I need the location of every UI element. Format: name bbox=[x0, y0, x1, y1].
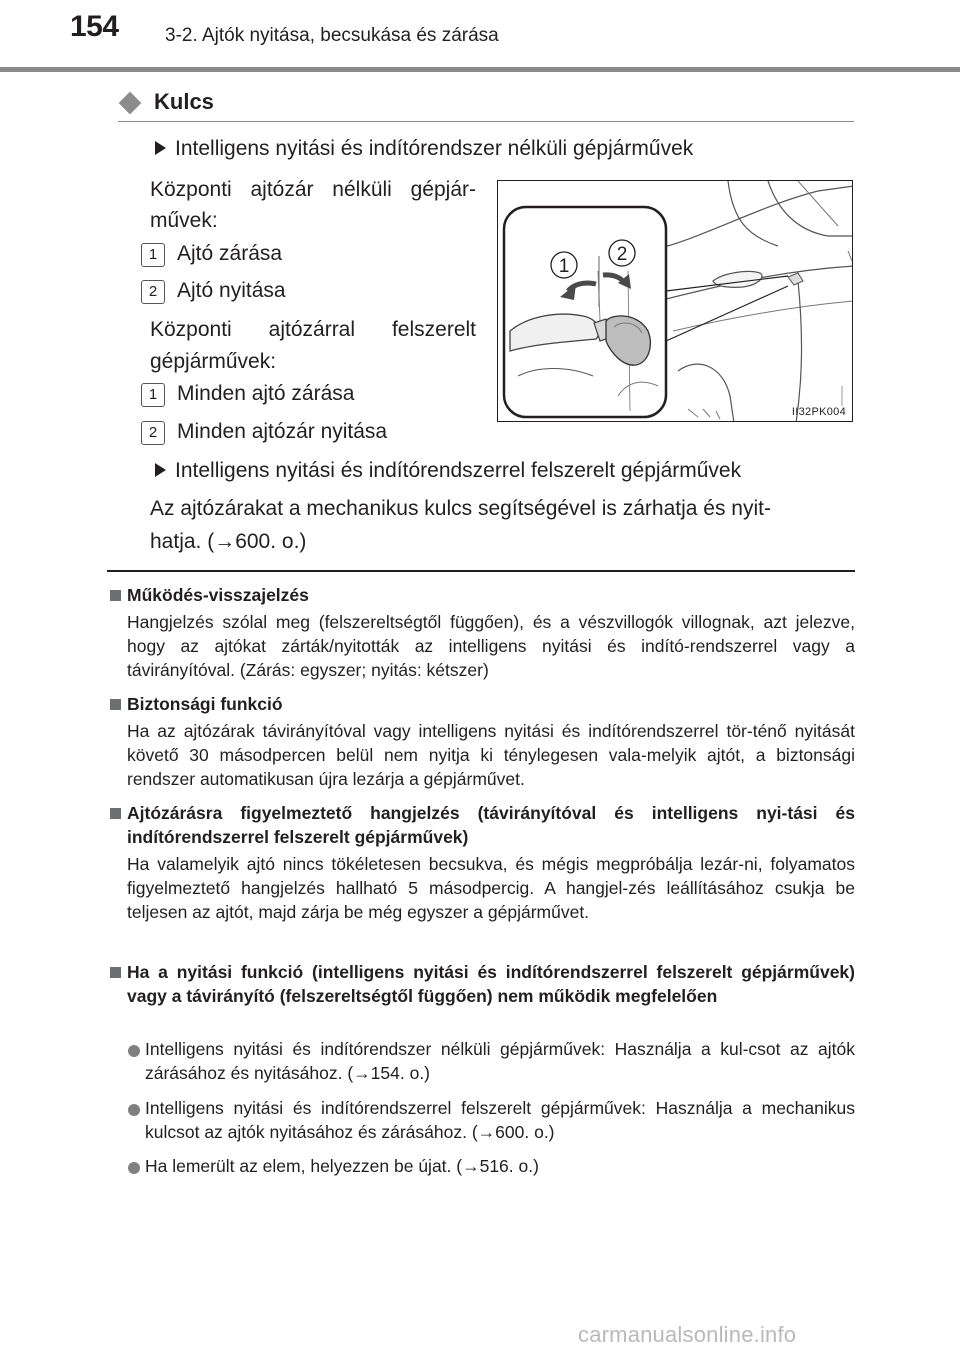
group-heading-no-central-lock-cont: művek: bbox=[150, 209, 218, 232]
list-item: Ajtó nyitása bbox=[177, 279, 286, 302]
group-heading-central-lock-cont: gépjárművek: bbox=[150, 350, 277, 373]
step-number: 2 bbox=[141, 421, 165, 445]
list-item: Minden ajtó zárása bbox=[177, 382, 355, 405]
section-title: Kulcs bbox=[154, 89, 214, 114]
step-number: 2 bbox=[141, 280, 165, 304]
note-text: Ha az ajtózárak távirányítóval vagy intelligens nyitási és indítórendszerrel tör-ténő nyitását követő 30 másodpercen belül nem nyitja ki ténylegesen vala-melyik ajtót, a biztonsági rendszer automatikusan újra lezárja a gépjárművet. bbox=[127, 721, 855, 789]
section-divider bbox=[118, 121, 854, 122]
figure-code: II32PK004 bbox=[791, 406, 846, 418]
page-number: 154 bbox=[70, 10, 119, 43]
step-number: 1 bbox=[141, 243, 165, 267]
step-number: 1 bbox=[141, 383, 165, 407]
list-item: Minden ajtózár nyitása bbox=[177, 420, 388, 443]
bullet-text: Intelligens nyitási és indítórendszerrel felszerelt gépjárművek: Használja a mechanikus kulcsot az ajtók nyitásához és zárásához. (→600. o.) bbox=[145, 1098, 855, 1142]
subsection-title-smart-key: Intelligens nyitási és indítórendszerrel felszerelt gépjárművek bbox=[175, 459, 742, 482]
diamond-icon bbox=[119, 92, 142, 115]
bullet-text: Intelligens nyitási és indítórendszer nélküli gépjárművek: Használja a kul-csot az ajtók zárásához és nyitásához. (→154. o.) bbox=[145, 1039, 855, 1083]
note-text: Ha valamelyik ajtó nincs tökéletesen becsukva, és mégis megpróbálja lezár-ni, folyamatos figyelmeztető hangjelzés hallható 5 másodpercig. A hangjel-zés leállításához csukja be teljesen az ajtót, majd zárja be még egyszer a gépjárművet. bbox=[127, 854, 855, 922]
group-heading-no-central-lock: Központi ajtózár nélküli gépjár- bbox=[150, 178, 476, 201]
paragraph-line: Az ajtózárakat a mechanikus kulcs segítségével is zárhatja és nyit- bbox=[150, 497, 771, 520]
triangle-bullet-icon bbox=[155, 463, 166, 477]
circle-bullet-icon bbox=[128, 1045, 140, 1057]
circle-bullet-icon bbox=[128, 1162, 140, 1174]
note-title: Ha a nyitási funkció (intelligens nyitási és indítórendszerrel felszerelt gépjárművek) vagy a távirányító (felszereltségtől függően) nem működik megfelelően bbox=[127, 962, 855, 1006]
car-door-drawing bbox=[498, 181, 853, 422]
square-bullet-icon bbox=[110, 808, 121, 819]
paragraph-line: hatja. (→600. o.) bbox=[150, 530, 307, 553]
triangle-bullet-icon bbox=[155, 141, 166, 155]
callout-label-1: 1 bbox=[558, 256, 570, 277]
watermark: carmanualsonline.info bbox=[578, 1322, 797, 1347]
circle-bullet-icon bbox=[128, 1104, 140, 1116]
key-lock-illustration bbox=[497, 180, 853, 422]
callout-label-2: 2 bbox=[616, 244, 628, 265]
subsection-title-no-smart-key: Intelligens nyitási és indítórendszer nélküli gépjárművek bbox=[175, 137, 694, 160]
square-bullet-icon bbox=[110, 699, 121, 710]
note-title: Biztonsági funkció bbox=[127, 694, 283, 714]
chapter-title: 3-2. Ajtók nyitása, becsukása és zárása bbox=[165, 25, 499, 46]
bullet-text: Ha lemerült az elem, helyezzen be újat. (→516. o.) bbox=[145, 1156, 539, 1176]
square-bullet-icon bbox=[110, 590, 121, 601]
note-title: Ajtózárásra figyelmeztető hangjelzés (távirányítóval és intelligens nyi-tási és indítórendszerrel felszerelt gépjárművek) bbox=[127, 803, 855, 847]
square-bullet-icon bbox=[110, 967, 121, 978]
header-divider bbox=[0, 67, 960, 72]
note-title: Működés-visszajelzés bbox=[127, 585, 309, 605]
notes-divider bbox=[107, 570, 855, 572]
note-text: Hangjelzés szólal meg (felszereltségtől függően), és a vészvillogók villognak, azt jelezve, hogy az ajtókat zárták/nyitották az intelligens nyitási és indító-rendszerrel vagy a távirányítóval. (Zárás: egyszer; nyitás: kétszer) bbox=[127, 612, 855, 680]
list-item: Ajtó zárása bbox=[177, 242, 283, 265]
group-heading-central-lock: Központi ajtózárral felszerelt bbox=[150, 318, 476, 341]
